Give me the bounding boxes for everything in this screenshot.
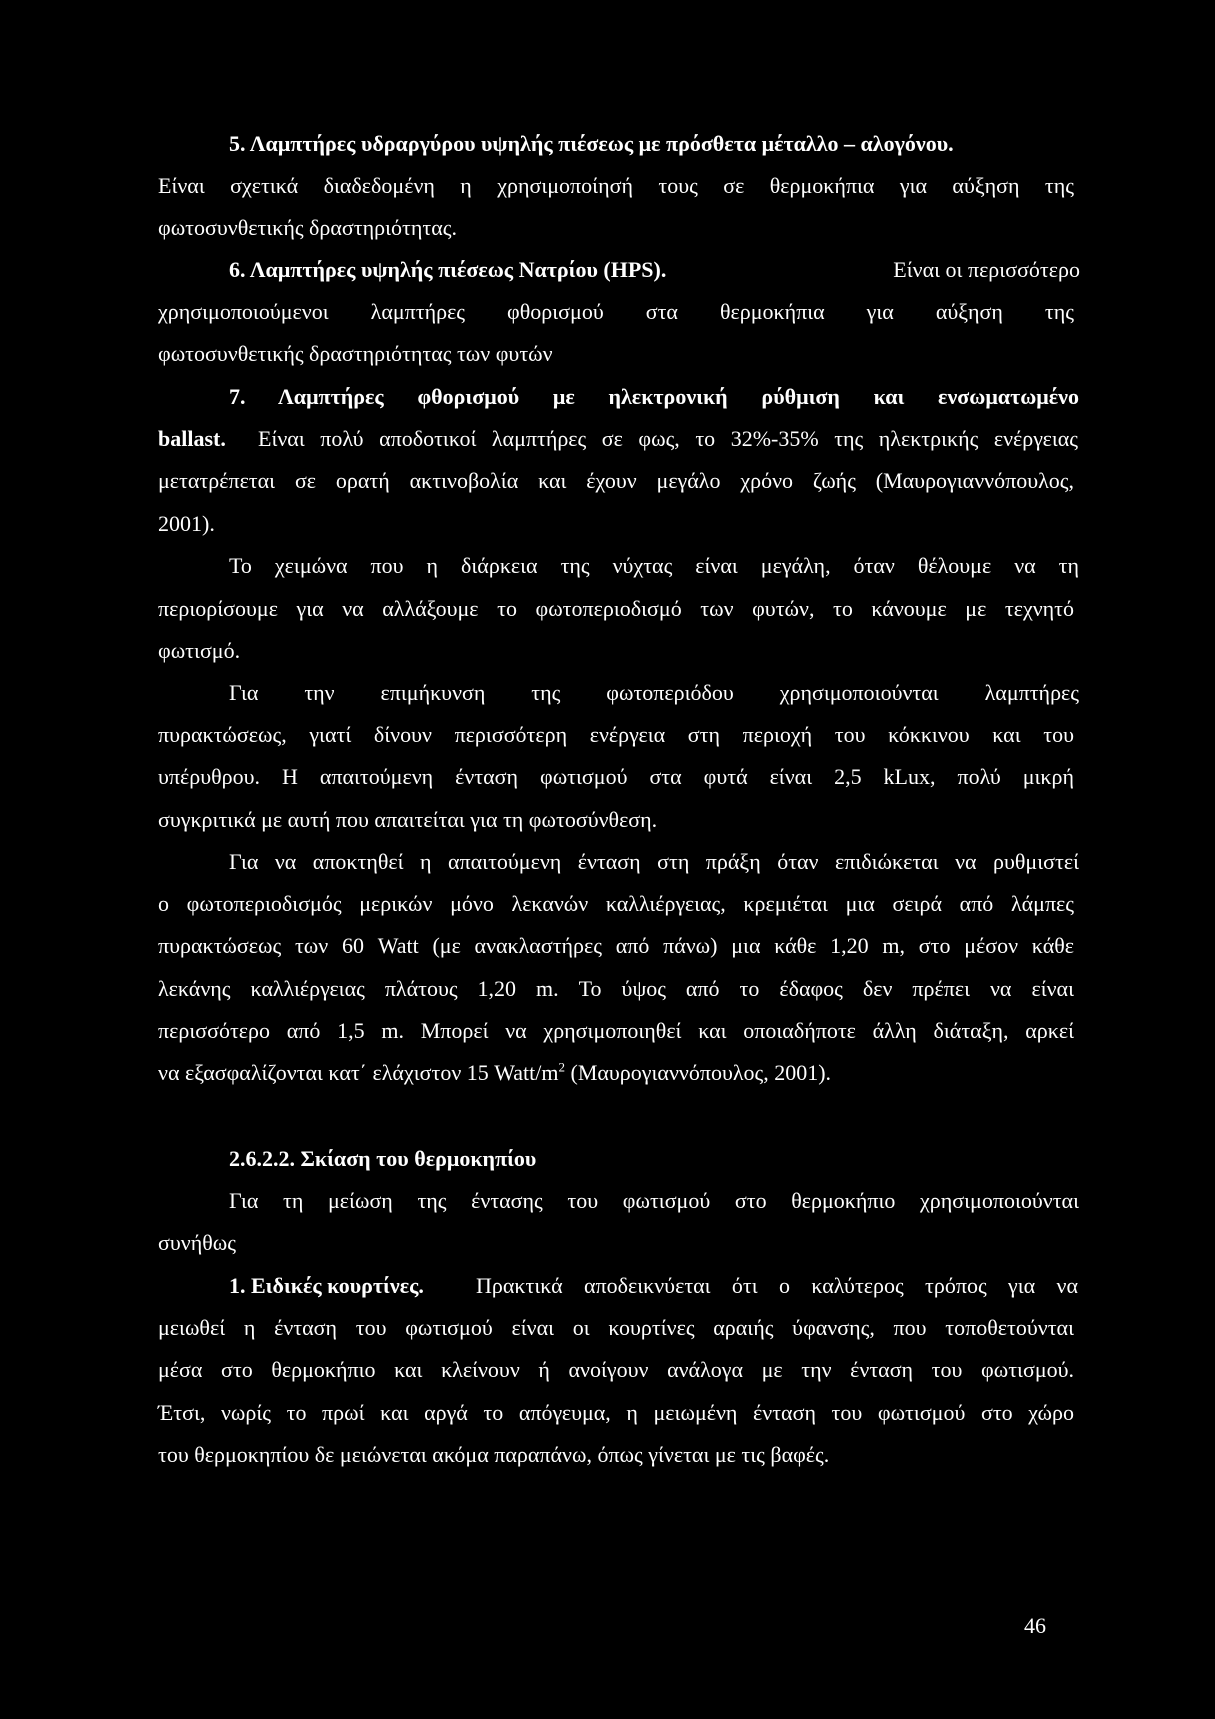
section-heading: 2.6.2.2. Σκίαση του θερμοκηπίου: [229, 1146, 537, 1171]
item-5-line: φωτοσυνθετικής δραστηριότητας.: [158, 215, 457, 240]
paragraph-line: Για την επιμήκυνση της φωτοπεριόδου χρησιμοποιούνται λαμπτήρες: [229, 680, 1079, 705]
curtains-line: Πρακτικά αποδεικνύεται ότι ο καλύτερος τρόπος για να: [476, 1273, 1078, 1298]
text-run: (Μαυρογιαννόπουλος, 2001).: [565, 1060, 832, 1085]
curtains-line: Έτσι, νωρίς το πρωί και αργά το απόγευμα, η μειωμένη ένταση του φωτισμού στο χώρο: [158, 1400, 1074, 1425]
paragraph-line: Για να αποκτηθεί η απαιτούμενη ένταση στη πράξη όταν επιδιώκεται να ρυθμιστεί: [229, 849, 1079, 874]
superscript: 2: [558, 1059, 565, 1075]
item-7-title-cont: ballast.: [158, 426, 226, 451]
item-6-title: 6. Λαμπτήρες υψηλής πιέσεως Νατρίου (HPS).: [229, 257, 667, 282]
paragraph-line: περισσότερο από 1,5 m. Μπορεί να χρησιμοποιηθεί και οποιαδήποτε άλλη διάταξη, αρκεί: [158, 1018, 1074, 1043]
text-run: να εξασφαλίζονται κατ΄ ελάχιστον 15 Watt/m: [158, 1060, 559, 1085]
paragraph-line: συνήθως: [158, 1230, 236, 1255]
paragraph-line: συγκριτικά με αυτή που απαιτείται για τη φωτοσύνθεση.: [158, 807, 658, 832]
item-6-line: χρησιμοποιούμενοι λαμπτήρες φθορισμού στα θερμοκήπια για αύξηση της: [158, 299, 1074, 324]
paragraph-line: πυρακτώσεως, γιατί δίνουν περισσότερη ενέργεια στη περιοχή του κόκκινου και του: [158, 722, 1074, 747]
curtains-line: μειωθεί η ένταση του φωτισμού είναι οι κουρτίνες αραιής ύφανσης, που τοποθετούνται: [158, 1315, 1074, 1340]
item-5-line: Είναι σχετικά διαδεδομένη η χρησιμοποίησή τους σε θερμοκήπια για αύξηση της: [158, 173, 1074, 198]
paragraph-line: ο φωτοπεριοδισμός μερικών μόνο λεκανών καλλιέργειας, κρεμιέται μια σειρά από λάμπες: [158, 891, 1074, 916]
paragraph-line: υπέρυθρου. Η απαιτούμενη ένταση φωτισμού στα φυτά είναι 2,5 kLux, πολύ μικρή: [158, 764, 1074, 789]
item-7-title: 7. Λαμπτήρες φθορισμού με ηλεκτρονική ρύθμιση και ενσωματωμένο: [229, 384, 1079, 409]
curtains-line: του θερμοκηπίου δε μειώνεται ακόμα παραπάνω, όπως γίνεται με τις βαφές.: [158, 1442, 830, 1467]
paragraph-line: Για τη μείωση της έντασης του φωτισμού στο θερμοκήπιο χρησιμοποιούνται: [229, 1188, 1079, 1213]
paragraph-line: [158, 1059, 1074, 1087]
curtains-title: 1. Ειδικές κουρτίνες.: [229, 1273, 424, 1298]
curtains-line: μέσα στο θερμοκήπιο και κλείνουν ή ανοίγουν ανάλογα με την ένταση του φωτισμού.: [158, 1357, 1074, 1382]
paragraph-line: πυρακτώσεως των 60 Watt (με ανακλαστήρες από πάνω) μια κάθε 1,20 m, στο μέσον κάθε: [158, 933, 1074, 958]
item-6-line: Είναι οι περισσότερο: [893, 257, 1080, 282]
paragraph-line: Το χειμώνα που η διάρκεια της νύχτας είναι μεγάλη, όταν θέλουμε να τη: [229, 553, 1079, 578]
item-5-title: 5. Λαμπτήρες υδραργύρου υψηλής πιέσεως με πρόσθετα μέταλλο – αλογόνου.: [229, 131, 954, 156]
item-7-line: 2001).: [158, 511, 215, 536]
paragraph-line: λεκάνης καλλιέργειας πλάτους 1,20 m. Το ύψος από το έδαφος δεν πρέπει να είναι: [158, 976, 1074, 1001]
item-7-line: μετατρέπεται σε ορατή ακτινοβολία και έχουν μεγάλο χρόνο ζωής (Μαυρογιαννόπουλος,: [158, 468, 1074, 493]
paragraph-line: περιορίσουμε για να αλλάξουμε το φωτοπεριοδισμό των φυτών, το κάνουμε με τεχνητό: [158, 596, 1074, 621]
item-6-line: φωτοσυνθετικής δραστηριότητας των φυτών: [158, 341, 553, 366]
paragraph-line: φωτισμό.: [158, 638, 241, 663]
page-number: 46: [1024, 1613, 1046, 1638]
item-7-line: Είναι πολύ αποδοτικοί λαμπτήρες σε φως, το 32%-35% της ηλεκτρικής ενέργειας: [258, 426, 1078, 451]
